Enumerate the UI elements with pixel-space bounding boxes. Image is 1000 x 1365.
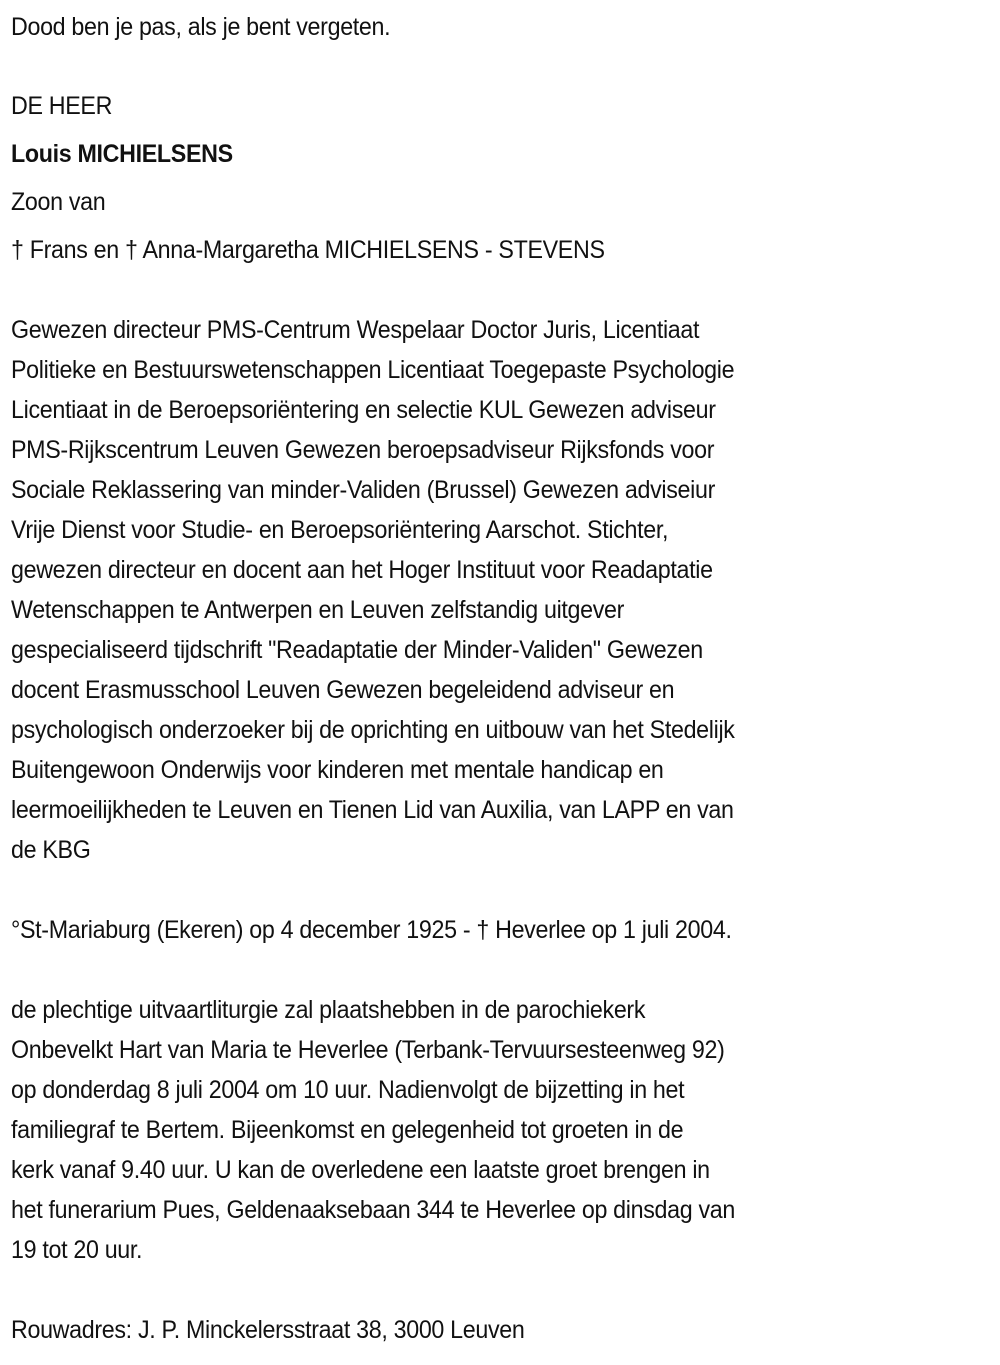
biography-line: leermoeilijkheden te Leuven en Tienen Lid van Auxilia, van LAPP en van [11,796,734,824]
relation-label: Zoon van [11,188,106,216]
funeral-line: familiegraf te Bertem. Bijeenkomst en gelegenheid tot groeten in de [11,1116,684,1144]
biography [11,310,735,870]
title-prefix: DE HEER [11,92,113,120]
biography-line: Buitengewoon Onderwijs voor kinderen met mentale handicap en [11,756,664,784]
mourning-address-text: Rouwadres: J. P. Minckelersstraat 38, 3000 Leuven [11,1316,525,1344]
parents-names: † Frans en † Anna-Margaretha MICHIELSENS - STEVENS [11,236,605,264]
funeral-line: 19 tot 20 uur. [11,1236,143,1264]
mourning-address [11,1310,525,1350]
biography-line: Politieke en Bestuurswetenschappen Licentiaat Toegepaste Psychologie [11,356,735,384]
biography-line: gewezen directeur en docent aan het Hoger Instituut voor Readaptatie [11,556,713,584]
funeral-line: kerk vanaf 9.40 uur. U kan de overledene een laatste groet brengen in [11,1156,710,1184]
biography-line: PMS-Rijkscentrum Leuven Gewezen beroepsadviseur Rijksfonds voor [11,436,715,464]
funeral-details [11,990,735,1270]
life-dates-text: °St-Mariaburg (Ekeren) op 4 december 1925 - † Heverlee op 1 juli 2004. [11,916,732,944]
biography-line: Gewezen directeur PMS-Centrum Wespelaar Doctor Juris, Licentiaat [11,316,700,344]
funeral-line: het funerarium Pues, Geldenaaksebaan 344 te Heverlee op dinsdag van [11,1196,735,1224]
life-dates [11,910,732,950]
funeral-line: Onbevelkt Hart van Maria te Heverlee (Terbank-Tervuursesteenweg 92) [11,1036,725,1064]
biography-line: psychologisch onderzoeker bij de oprichting en uitbouw van het Stedelijk [11,716,735,744]
biography-line: docent Erasmusschool Leuven Gewezen begeleidend adviseur en [11,676,675,704]
biography-line: Licentiaat in de Beroepsoriëntering en selectie KUL Gewezen adviseur [11,396,716,424]
biography-line: Vrije Dienst voor Studie- en Beroepsoriëntering Aarschot. Stichter, [11,516,669,544]
biography-line: gespecialiseerd tijdschrift "Readaptatie der Minder-Validen" Gewezen [11,636,703,664]
motto: Dood ben je pas, als je bent vergeten. [11,13,391,41]
biography-line: Sociale Reklassering van minder-Validen (Brussel) Gewezen adviseiur [11,476,716,504]
biography-line: de KBG [11,836,91,864]
biography-line: Wetenschappen te Antwerpen en Leuven zelfstandig uitgever [11,596,625,624]
funeral-line: op donderdag 8 juli 2004 om 10 uur. Nadienvolgt de bijzetting in het [11,1076,685,1104]
deceased-name: Louis MICHIELSENS [11,140,233,168]
funeral-line: de plechtige uitvaartliturgie zal plaatshebben in de parochiekerk [11,996,646,1024]
